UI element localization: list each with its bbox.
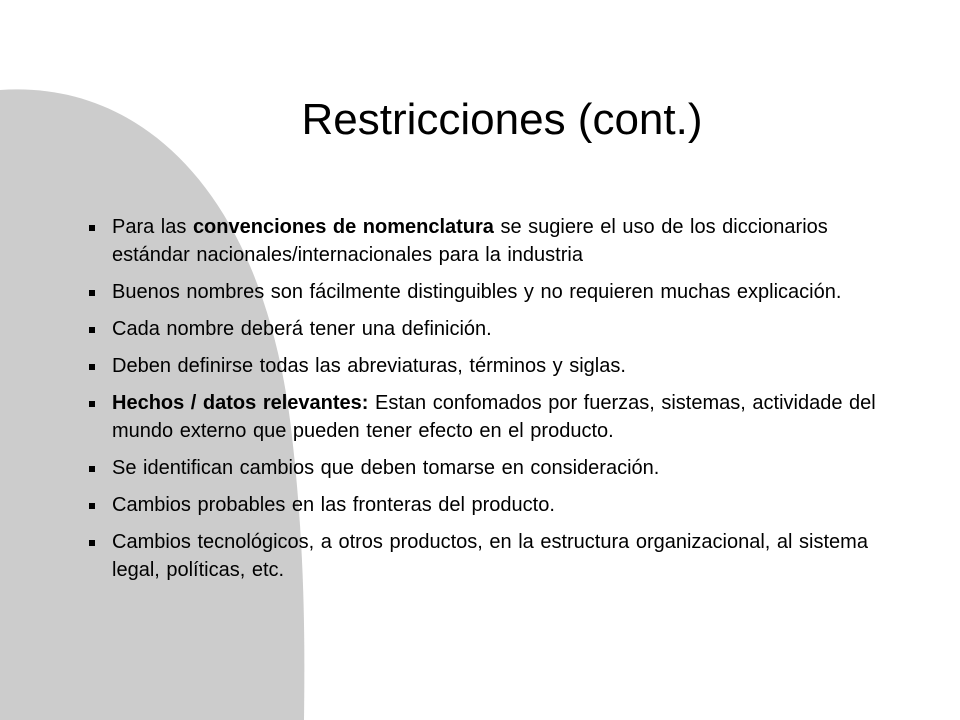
list-item <box>84 213 884 269</box>
list-item <box>84 389 884 445</box>
list-item <box>84 491 884 519</box>
list-item <box>84 315 884 343</box>
bullet-text: Cambios probables en las fronteras del producto. <box>112 494 555 516</box>
bullet-text-bold: convenciones de nomenclatura <box>192 216 494 238</box>
bullet-text: Estan confomados por fuerzas, sistemas, actividade del mundo externo que pueden tener efecto en el producto. <box>112 392 876 442</box>
bullet-text-bold: Hechos / datos relevantes: <box>112 392 369 414</box>
bullet-text: Se identifican cambios que deben tomarse en consideración. <box>112 457 660 479</box>
square-bullet-icon <box>89 466 95 472</box>
bullet-text: Deben definirse todas las abreviaturas, términos y siglas. <box>112 355 626 377</box>
bullet-text-lead: Para las <box>112 216 193 238</box>
square-bullet-icon <box>89 225 95 231</box>
bullet-text: Cambios tecnológicos, a otros productos, en la estructura organizacional, al sistema legal, políticas, etc. <box>112 531 868 581</box>
bullet-list <box>84 213 884 593</box>
square-bullet-icon <box>89 503 95 509</box>
list-item <box>84 454 884 482</box>
bullet-text: Cada nombre deberá tener una definición. <box>112 318 492 340</box>
slide-title: Restricciones (cont.) <box>301 95 703 144</box>
square-bullet-icon <box>89 364 95 370</box>
list-item <box>84 278 884 306</box>
bullet-text: se sugiere el uso de los diccionarios estándar nacionales/internacionales para la industria <box>112 216 828 266</box>
square-bullet-icon <box>89 327 95 333</box>
list-item <box>84 528 884 584</box>
bullet-text: Buenos nombres son fácilmente distinguibles y no requieren muchas explicación. <box>112 281 842 303</box>
square-bullet-icon <box>89 401 95 407</box>
square-bullet-icon <box>89 290 95 296</box>
list-item <box>84 352 884 380</box>
square-bullet-icon <box>89 540 95 546</box>
